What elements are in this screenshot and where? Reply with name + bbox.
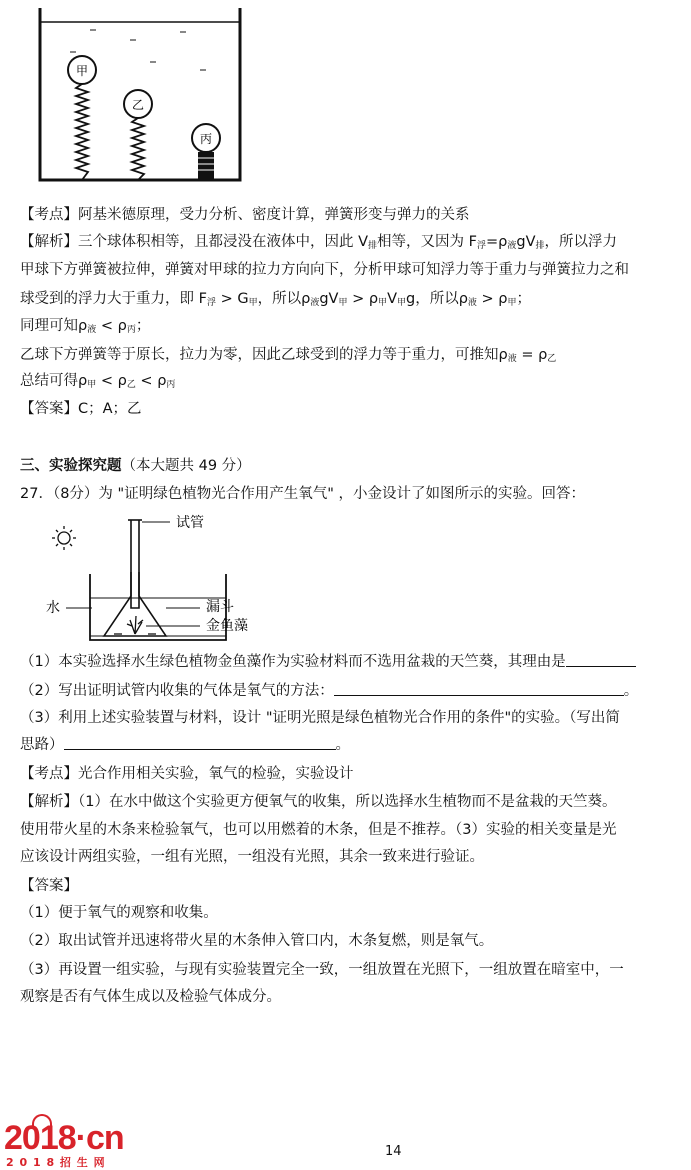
q26-jiexi-line2: 甲球下方弹簧被拉伸，弹簧对甲球的拉力方向向下，分析甲球可知浮力等于重力与弹簧拉力之和 [20,262,629,278]
ball-yi [124,90,152,118]
q27-sub3: （3）利用上述实验装置与材料，设计 "证明光照是绿色植物光合作用的条件"的实验。（写出简 [20,710,620,726]
label-loudou: 漏斗 [206,599,234,615]
q27-stem: 27．（8分）为 "证明绿色植物光合作用产生氧气" ，小金设计了如图所示的实验。回答： [20,486,585,502]
q27-ans3-b: 观察是否有气体生成以及检验气体成分。 [20,989,281,1005]
q26-yiqiu: 乙球下方弹簧等于原长，拉力为零，因此乙球受到的浮力等于重力，可推知$\rho_液 = \rho_乙$ [20,347,557,364]
label-shui: 水 [46,600,60,616]
q26-zongjie: 总结可得$\rho_甲 < \rho_乙 < \rho_丙$ [20,373,176,390]
site-logo: 2018·cn 2 0 1 8 招 生 网 [4,1112,154,1168]
q26-kaodian: 【考点】阿基米德原理，受力分析、密度计算，弹簧形变与弹力的关系 [20,207,470,223]
q27-jiexi-line1: 【解析】（1）在水中做这个实验更方便氧气的收集，所以选择水生植物而不是盆栽的天竺葵。 [20,794,617,810]
q27-sub1: （1）本实验选择水生绿色植物金鱼藻作为实验材料而不选用盆栽的天竺葵，其理由是 [20,652,636,672]
spring-jia [76,84,88,180]
goldfish-algae [114,616,156,634]
page-number: 14 [385,1144,402,1159]
q27-ans1: （1）便于氧气的观察和收集。 [20,905,218,921]
ball-jia [68,56,96,84]
q26-tongli: 同理可知$\rho_液 < \rho_丙$； [20,318,151,335]
ball-bing [192,124,220,152]
label-jinyuzao: 金鱼藻 [206,618,248,634]
q27-ans3: （3）再设置一组实验，与现有实验装置完全一致，一组放置在光照下，一组放置在暗室中，一 [20,962,624,978]
spring-bing [198,152,214,179]
q27-kaodian: 【考点】光合作用相关实验，氧气的检验，实验设计 [20,766,354,782]
buoyancy-figure [30,0,250,190]
q27-answer-label: 【答案】 [20,878,78,894]
q26-jiexi-line3: 球受到的浮力大于重力，即 $F_浮 > G_甲$，所以$\rho_液gV_甲 > \rho_甲V_甲g$，所以$\rho_液 > \rho_甲$； [20,291,532,308]
q27-jiexi-line2: 使用带火星的木条来检验氧气，也可以用燃着的木条，但是不推荐。（3）实验的相关变量是光 [20,822,617,838]
q27-sub3-b: 思路） 。 [20,737,350,753]
svg-text:乙: 乙 [131,98,145,112]
q27-sub2: （2）写出证明试管内收集的气体是氧气的方法： 。 [20,683,639,699]
label-shiguan: 试管 [176,515,204,531]
spring-yi [132,118,144,180]
svg-text:甲: 甲 [75,64,89,78]
svg-text:丙: 丙 [199,132,213,146]
q27-ans2: （2）取出试管并迅速将带火星的木条伸入管口内，木条复燃，则是氧气。 [20,933,494,949]
section-title: 三、实验探究题（本大题共 49 分） [20,458,251,474]
sun-icon [52,526,76,550]
experiment-figure [30,508,290,650]
q27-jiexi-line3: 应该设计两组实验，一组有光照，一组没有光照，其余一致来进行验证。 [20,849,484,865]
q26-jiexi-line1: 【解析】三个球体积相等，且都浸没在液体中，因此 $V_排$相等，又因为 $F_浮=\rho_液gV_排$，所以浮力 [20,234,618,251]
q26-answer: 【答案】C；A；乙 [20,401,142,417]
